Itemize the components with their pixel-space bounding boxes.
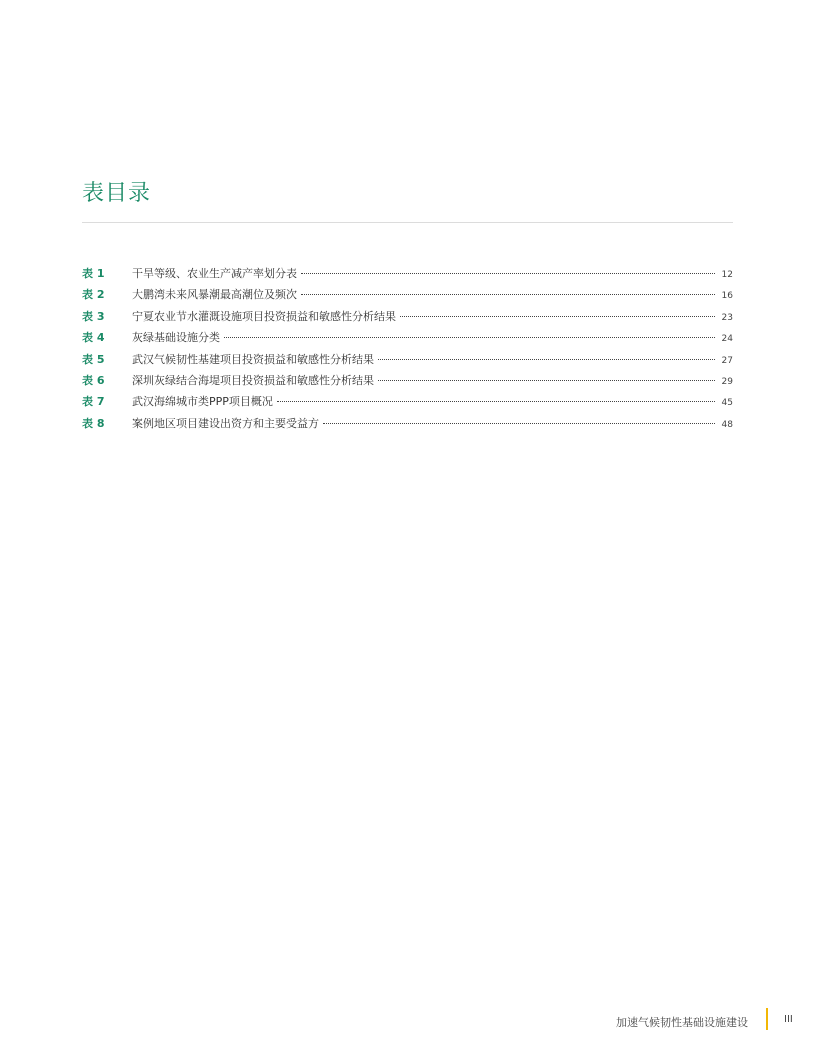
toc-leader-dots bbox=[323, 423, 715, 424]
toc-table-number: 表 1 bbox=[82, 267, 105, 280]
toc-page-number: 27 bbox=[721, 355, 733, 366]
toc-leader-dots bbox=[224, 337, 715, 338]
toc-entry-title[interactable]: 大鹏湾未来风暴潮最高潮位及频次 bbox=[132, 288, 297, 302]
toc-entry[interactable] bbox=[82, 308, 733, 329]
toc-table-number: 表 7 bbox=[82, 395, 105, 409]
toc-leader-dots bbox=[378, 359, 715, 360]
toc-table-number: 表 6 bbox=[82, 373, 105, 387]
toc-table-number: 表 2 bbox=[82, 288, 105, 302]
toc-table-number: 表 5 bbox=[82, 352, 105, 366]
toc-entry-title[interactable]: 干旱等级、农业生产减产率划分表 bbox=[132, 267, 297, 280]
toc-page-number: 23 bbox=[721, 312, 733, 323]
footer-accent-bar bbox=[766, 1008, 768, 1030]
toc-entry-title[interactable]: 案例地区项目建设出资方和主要受益方 bbox=[132, 416, 319, 430]
toc-page-number: 24 bbox=[721, 334, 733, 345]
toc-entry[interactable] bbox=[82, 329, 733, 350]
toc-entry[interactable] bbox=[82, 372, 733, 393]
toc-leader-dots bbox=[400, 316, 715, 317]
toc-leader-dots bbox=[301, 294, 715, 295]
table-of-contents bbox=[82, 265, 733, 436]
toc-leader-dots bbox=[301, 273, 715, 274]
toc-table-number: 表 8 bbox=[82, 416, 105, 430]
toc-entry[interactable] bbox=[82, 286, 733, 307]
toc-table-number: 表 3 bbox=[82, 309, 105, 323]
toc-entry-title[interactable]: 武汉海绵城市类PPP项目概况 bbox=[132, 395, 273, 409]
toc-page-number: 16 bbox=[721, 291, 733, 302]
toc-page-number: 12 bbox=[721, 270, 733, 280]
toc-entry[interactable] bbox=[82, 351, 733, 372]
toc-entry[interactable] bbox=[82, 393, 733, 414]
toc-entry-title[interactable]: 武汉气候韧性基建项目投资损益和敏感性分析结果 bbox=[132, 352, 374, 366]
footer-page-number: III bbox=[784, 1014, 793, 1025]
toc-entry[interactable] bbox=[82, 415, 733, 436]
toc-table-number: 表 4 bbox=[82, 331, 105, 345]
toc-entry-title[interactable]: 灰绿基础设施分类 bbox=[132, 331, 220, 345]
toc-page-number: 48 bbox=[721, 419, 733, 430]
toc-entry-title[interactable]: 深圳灰绿结合海堤项目投资损益和敏感性分析结果 bbox=[132, 373, 374, 387]
toc-entry[interactable] bbox=[82, 265, 733, 286]
toc-entry-title[interactable]: 宁夏农业节水灌溉设施项目投资损益和敏感性分析结果 bbox=[132, 309, 396, 323]
footer-report-title: 加速气候韧性基础设施建设 bbox=[616, 1016, 748, 1029]
toc-page-number: 45 bbox=[721, 398, 733, 409]
toc-page-number: 29 bbox=[721, 376, 733, 387]
toc-leader-dots bbox=[277, 401, 715, 402]
toc-leader-dots bbox=[378, 380, 715, 381]
page-title: 表目录 bbox=[82, 181, 152, 206]
title-divider bbox=[82, 222, 733, 223]
